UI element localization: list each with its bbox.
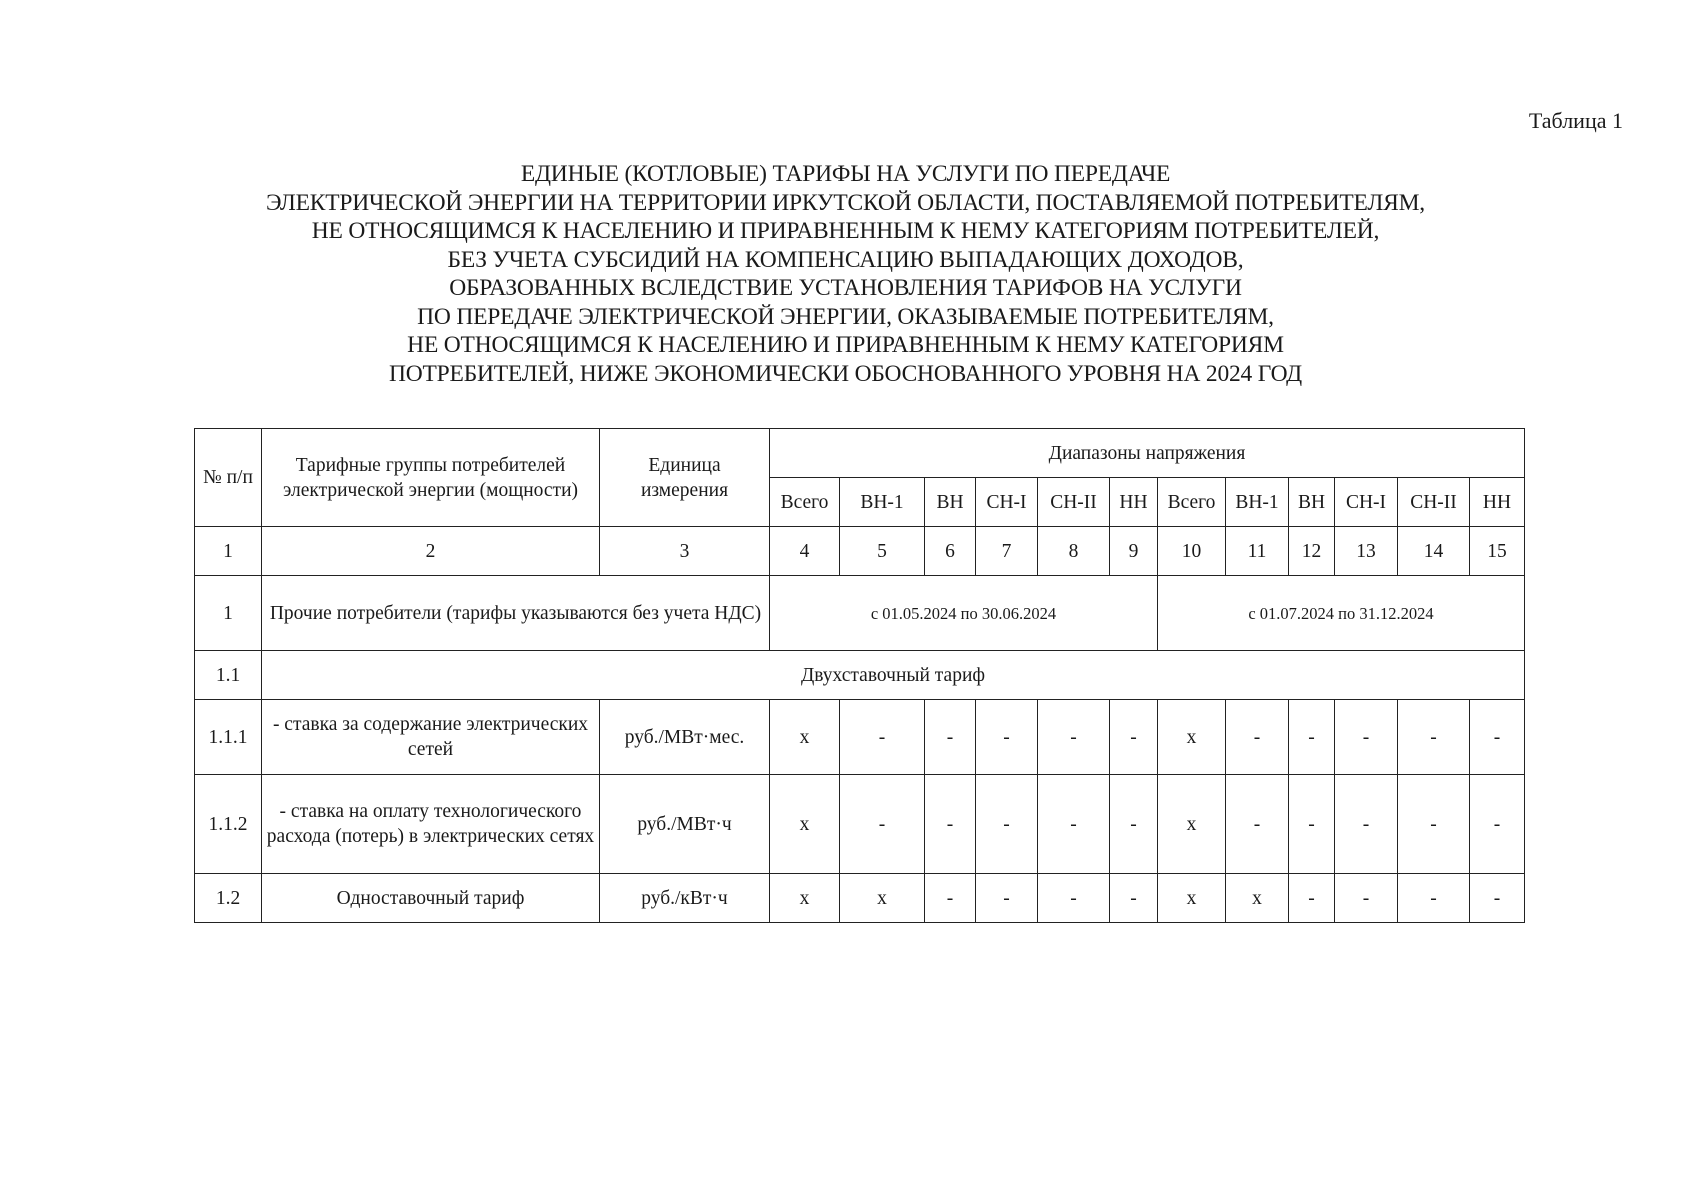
table-cell: - [1470, 700, 1525, 775]
table-row [195, 651, 1525, 700]
column-number: 1 [195, 527, 262, 576]
column-number: 8 [1038, 527, 1110, 576]
title-line: ПОТРЕБИТЕЛЕЙ, НИЖЕ ЭКОНОМИЧЕСКИ ОБОСНОВАННОГО УРОВНЯ НА 2024 ГОД [388, 360, 1303, 387]
column-number: 7 [976, 527, 1038, 576]
table-cell: - [1335, 874, 1398, 923]
table-row [195, 874, 1525, 923]
table-row [195, 775, 1525, 874]
table-cell: - [925, 874, 976, 923]
table-cell: - [1398, 775, 1470, 874]
table-cell: - [1335, 700, 1398, 775]
row-label: - ставка на оплату технологического расхода (потерь) в электрических сетях [262, 775, 600, 874]
title-line: ОБРАЗОВАННЫХ ВСЛЕДСТВИЕ УСТАНОВЛЕНИЯ ТАРИФОВ НА УСЛУГИ [449, 275, 1242, 301]
table-cell: х [1158, 775, 1226, 874]
subheader-cell: Всего [770, 478, 840, 527]
subheader-cell: ВН [925, 478, 976, 527]
column-number: 15 [1470, 527, 1525, 576]
row-number: 1 [195, 576, 262, 651]
column-number: 10 [1158, 527, 1226, 576]
column-number: 11 [1226, 527, 1289, 576]
column-number: 2 [262, 527, 600, 576]
table-cell: - [1335, 775, 1398, 874]
table-cell: - [840, 775, 925, 874]
table-cell: х [770, 874, 840, 923]
table-row [195, 700, 1525, 775]
row-label: Двухставочный тариф [262, 651, 1525, 700]
column-number: 9 [1110, 527, 1158, 576]
table-cell: - [1110, 874, 1158, 923]
table-cell: - [1289, 874, 1335, 923]
column-number: 3 [600, 527, 770, 576]
table-cell: х [770, 700, 840, 775]
subheader-cell: НН [1470, 478, 1525, 527]
subheader-cell: НН [1110, 478, 1158, 527]
table-cell: - [1038, 700, 1110, 775]
table-cell: - [925, 700, 976, 775]
row-number: 1.2 [195, 874, 262, 923]
subheader-cell: ВН-1 [840, 478, 925, 527]
header-number: № п/п [195, 429, 262, 527]
table-cell: х [770, 775, 840, 874]
subheader-cell: ВН-1 [1226, 478, 1289, 527]
table-cell: - [1038, 874, 1110, 923]
column-number: 5 [840, 527, 925, 576]
period-first-half: с 01.05.2024 по 30.06.2024 [770, 576, 1158, 651]
table-cell: - [1226, 700, 1289, 775]
column-number-row [195, 527, 1525, 576]
subheader-cell: СН-I [976, 478, 1038, 527]
table-cell: - [1398, 700, 1470, 775]
column-number: 6 [925, 527, 976, 576]
period-second-half: с 01.07.2024 по 31.12.2024 [1158, 576, 1525, 651]
table-cell: - [1226, 775, 1289, 874]
table-cell: - [1110, 775, 1158, 874]
table-cell: - [925, 775, 976, 874]
table-cell: - [1470, 775, 1525, 874]
table-cell: - [1110, 700, 1158, 775]
header-row [195, 429, 1525, 478]
subheader-cell: ВН [1289, 478, 1335, 527]
table-label: Таблица 1 [1528, 108, 1623, 133]
table-cell: х [1158, 874, 1226, 923]
title-line: ПО ПЕРЕДАЧЕ ЭЛЕКТРИЧЕСКОЙ ЭНЕРГИИ, ОКАЗЫВАЕМЫЕ ПОТРЕБИТЕЛЯМ, [417, 303, 1274, 330]
row-label: - ставка за содержание электрических сетей [262, 700, 600, 775]
table-row [195, 576, 1525, 651]
title-line: НЕ ОТНОСЯЩИМСЯ К НАСЕЛЕНИЮ И ПРИРАВНЕННЫМ К НЕМУ КАТЕГОРИЯМ [407, 332, 1284, 358]
table-cell: - [976, 700, 1038, 775]
subheader-cell: СН-II [1038, 478, 1110, 527]
header-group: Тарифные группы потребителей электрической энергии (мощности) [262, 429, 600, 527]
table-cell: х [1158, 700, 1226, 775]
column-number: 4 [770, 527, 840, 576]
column-number: 12 [1289, 527, 1335, 576]
row-number: 1.1.2 [195, 775, 262, 874]
subheader-cell: СН-II [1398, 478, 1470, 527]
title-line: ЭЛЕКТРИЧЕСКОЙ ЭНЕРГИИ НА ТЕРРИТОРИИ ИРКУТСКОЙ ОБЛАСТИ, ПОСТАВЛЯЕМОЙ ПОТРЕБИТЕЛЯМ, [266, 189, 1425, 216]
table-cell: - [976, 775, 1038, 874]
row-label: Одноставочный тариф [262, 874, 600, 923]
row-label: Прочие потребители (тарифы указываются без учета НДС) [262, 576, 770, 651]
table-cell: - [1289, 700, 1335, 775]
title-line: БЕЗ УЧЕТА СУБСИДИЙ НА КОМПЕНСАЦИЮ ВЫПАДАЮЩИХ ДОХОДОВ, [447, 246, 1244, 273]
title-line: ЕДИНЫЕ (КОТЛОВЫЕ) ТАРИФЫ НА УСЛУГИ ПО ПЕРЕДАЧЕ [520, 161, 1171, 187]
row-unit: руб./МВт·ч [600, 775, 770, 874]
row-number: 1.1 [195, 651, 262, 700]
row-number: 1.1.1 [195, 700, 262, 775]
subheader-cell: Всего [1158, 478, 1226, 527]
header-voltage-ranges: Диапазоны напряжения [770, 429, 1525, 478]
row-unit: руб./кВт·ч [600, 874, 770, 923]
title-line: НЕ ОТНОСЯЩИМСЯ К НАСЕЛЕНИЮ И ПРИРАВНЕННЫМ К НЕМУ КАТЕГОРИЯМ ПОТРЕБИТЕЛЕЙ, [311, 218, 1380, 244]
table-cell: - [1038, 775, 1110, 874]
column-number: 13 [1335, 527, 1398, 576]
column-number: 14 [1398, 527, 1470, 576]
row-unit: руб./МВт·мес. [600, 700, 770, 775]
table-cell: - [1398, 874, 1470, 923]
table-cell: - [840, 700, 925, 775]
document-title [0, 160, 1691, 388]
table-cell: - [976, 874, 1038, 923]
table-cell: - [1289, 775, 1335, 874]
table-cell: х [840, 874, 925, 923]
table-cell: х [1226, 874, 1289, 923]
header-unit: Единица измерения [600, 429, 770, 527]
tariff-table [194, 428, 1525, 923]
table-cell: - [1470, 874, 1525, 923]
subheader-cell: СН-I [1335, 478, 1398, 527]
